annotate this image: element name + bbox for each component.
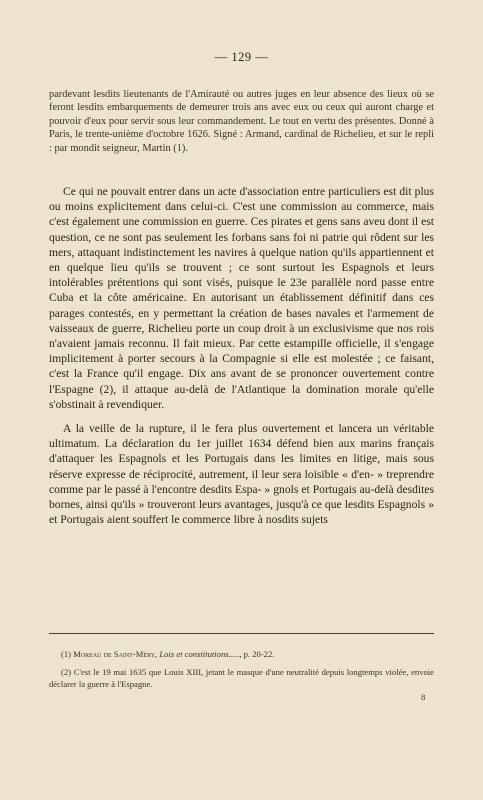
signature-mark: 8 <box>421 692 426 702</box>
footnote-1-rest: ....., p. 20-22. <box>228 649 275 659</box>
main-text-block <box>49 184 434 527</box>
page-number: — 129 — <box>214 50 269 64</box>
footnotes-block <box>49 648 434 696</box>
footnote-1-author: (1) Moreau de Saint-Méry, <box>61 649 158 659</box>
footnote-1-title: Lois et constitutions <box>159 649 229 659</box>
continuation-paragraph: pardevant lesdits lieutenants de l'Amirauté ou autres juges en leur absence des lieux où se feront lesdits embarquements de demeurer trois ans avec eux ou ceux qui auront charge et pouvoir d'eux pour servir sous leur commandement. Le tout en vertu des présentes. Donné à Paris, le trente-unième d'octobre 1626. Signé : Armand, cardinal de Richelieu, et sur le repli : par mondit seigneur, Martin (1). <box>49 89 434 154</box>
footnote-divider <box>49 633 434 634</box>
footnote-1 <box>49 648 434 660</box>
paragraph-1: Ce qui ne pouvait entrer dans un acte d'association entre particuliers est dit plus ou moins explicitement dans celui-ci. C'est une commission au commerce, mais c'est également une commission en guerre. Ces pirates et gens sans aveu dont il est question, ce ne sont pas seulement les forbans sans foi ni patrie qui rôdent sur les mers, attaquant indistinctement les navires à quelque nation qu'ils appartiennent et en quelque lieu qu'ils se trouvent ; ce sont surtout les Espagnols et leurs intolérables prétentions qui sont visés, puisque le 23e parallèle nord passe entre Cuba et la côte américaine. En autorisant un établissement définitif dans ces parages contestés, en y permettant la création de bases navales et l'armement de vaisseaux de guerre, Richelieu porte un coup droit à un exclusivisme que nos rois n'avaient jamais reconnu. Il fait mieux. Par cette estampille officielle, il s'engage implicitement à porter secours à la Compagnie si elle est molestée ; ce faisant, c'est la France qu'il engage. Dix ans avant de se prononcer ouvertement contre l'Espagne (2), il attaque au-delà de l'Atlantique la domination morale qu'elle s'obstinait à revendiquer. <box>49 185 434 411</box>
footnote-2: (2) C'est le 19 mai 1635 que Louis XIII, jetant le masque d'une neutralité depuis longtemps violée, envoie déclarer la guerre à l'Espagne. <box>49 667 434 689</box>
paragraph-2: A la veille de la rupture, il le fera plus ouvertement et lancera un véritable ultimatum. La déclaration du 1er juillet 1634 défend bien aux marins français d'attaquer les Espagnols et les Portugais dans les limites en litige, mais sous réserve expresse de réciprocité, autrement, il leur sera loisible « d'en- » treprendre comme par le passé à l'encontre desdits Espa- » gnols et Portugais au-delà desdites bornes, ainsi qu'ils » trouveront leurs avantages, jusqu'à ce que lesdits Espagnols » et Portugais aient souffert le commerce libre à nosdits sujets <box>49 422 434 527</box>
continuation-quote-block <box>49 88 434 155</box>
